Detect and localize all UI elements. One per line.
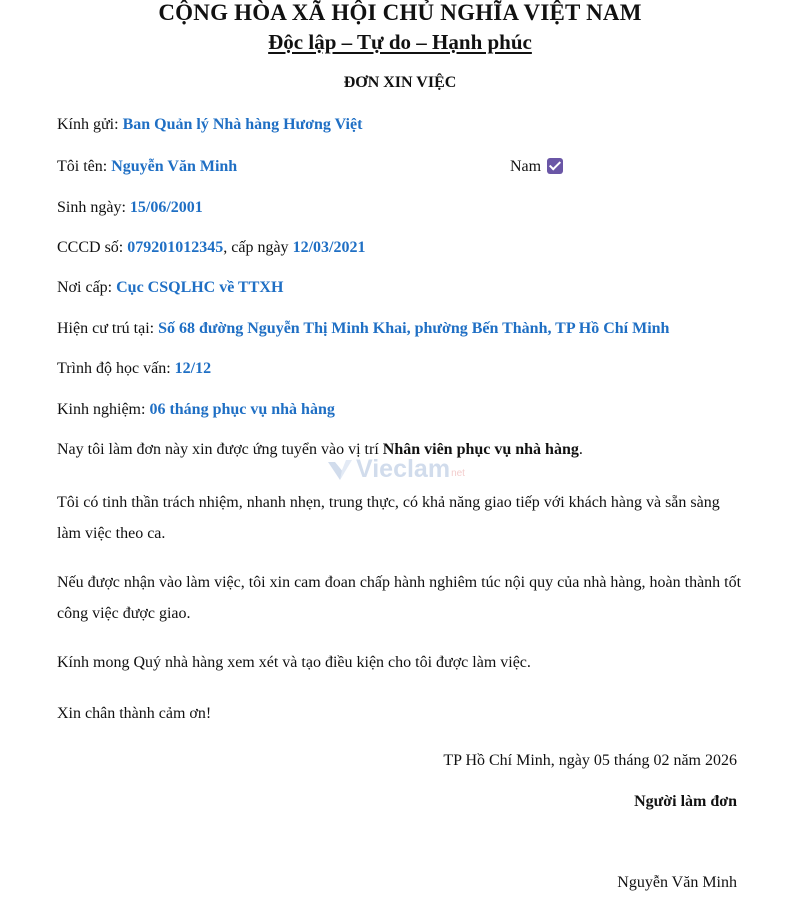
id-label: CCCD số: <box>57 239 124 256</box>
education-line <box>57 360 211 378</box>
recipient-label: Kính gửi: <box>57 116 119 133</box>
dob-label: Sinh ngày: <box>57 199 126 216</box>
experience-line <box>57 401 335 419</box>
qualities-paragraph: Tôi có tinh thần trách nhiệm, nhanh nhẹn, trung thực, có khả năng giao tiếp với khách hàng và sẵn sàng làm việc theo ca. <box>57 494 720 542</box>
place-date: TP Hồ Chí Minh, ngày 05 tháng 02 năm 2026 <box>443 752 737 769</box>
issue-place-line <box>57 279 283 297</box>
application-text: Nay tôi làm đơn này xin được ứng tuyển vào vị trí <box>57 441 379 458</box>
request-paragraph: Kính mong Quý nhà hàng xem xét và tạo điều kiện cho tôi được làm việc. <box>57 654 531 671</box>
motto <box>0 30 800 55</box>
name-value: Nguyễn Văn Minh <box>111 158 238 175</box>
commitment-paragraph: Nếu được nhận vào làm việc, tôi xin cam đoan chấp hành nghiêm túc nội quy của nhà hàng, hoàn thành tốt công việc được giao. <box>57 574 742 622</box>
application-paragraph <box>57 441 583 459</box>
address-label: Hiện cư trú tại: <box>57 320 155 337</box>
address-line <box>57 320 669 338</box>
name-line <box>57 158 237 176</box>
recipient-line <box>57 116 362 134</box>
vieclam-logo-icon <box>326 458 356 482</box>
watermark <box>326 455 465 484</box>
signer-role: Người làm đơn <box>634 793 737 810</box>
motto-text: Độc lập – Tự do – Hạnh phúc <box>268 30 532 54</box>
watermark-text: Vieclam <box>356 455 451 483</box>
dob-line <box>57 199 203 217</box>
experience-label: Kinh nghiệm: <box>57 401 146 418</box>
id-value: 079201012345 <box>127 239 224 256</box>
document-title: ĐƠN XIN VIỆC <box>343 74 457 91</box>
gender-checkbox[interactable] <box>547 158 563 174</box>
issue-place-value: Cục CSQLHC về TTXH <box>116 279 284 296</box>
national-title: CỘNG HÒA XÃ HỘI CHỦ NGHĨA VIỆT NAM <box>158 0 642 25</box>
recipient-value: Ban Quản lý Nhà hàng Hương Việt <box>122 116 363 133</box>
education-label: Trình độ học vấn: <box>57 360 171 377</box>
name-label: Tôi tên: <box>57 158 108 175</box>
address-value: Số 68 đường Nguyễn Thị Minh Khai, phường Bến Thành, TP Hồ Chí Minh <box>158 320 670 337</box>
issue-place-label: Nơi cấp: <box>57 279 113 296</box>
gender-label: Nam <box>510 158 542 175</box>
watermark-suffix: net <box>451 468 465 479</box>
education-value: 12/12 <box>174 360 212 377</box>
issue-date-value: 12/03/2021 <box>292 239 366 256</box>
position-name: Nhân viên phục vụ nhà hàng <box>382 441 579 458</box>
issue-date-label: , cấp ngày <box>223 239 289 256</box>
dob-value: 15/06/2001 <box>129 199 203 216</box>
application-period: . <box>578 441 583 458</box>
id-line <box>57 239 365 257</box>
gender-field <box>510 158 563 176</box>
thanks-paragraph: Xin chân thành cảm ơn! <box>57 705 212 722</box>
experience-value: 06 tháng phục vụ nhà hàng <box>149 401 335 418</box>
signer-name: Nguyễn Văn Minh <box>617 874 737 891</box>
